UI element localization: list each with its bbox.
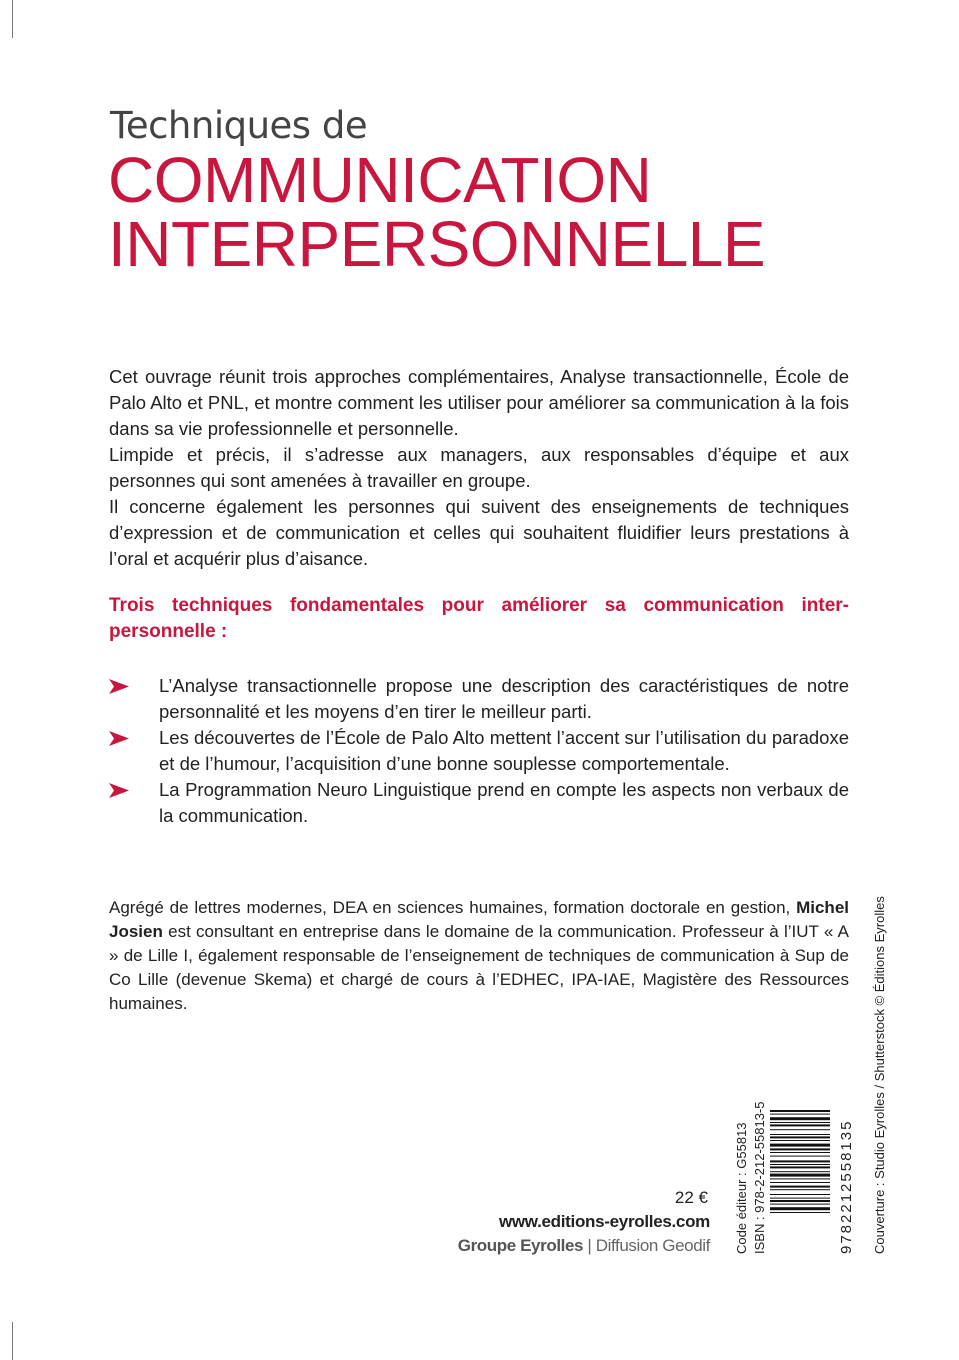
- barcode-bar: [770, 1124, 830, 1126]
- crop-mark-top: [12, 0, 13, 38]
- bullet-item: [109, 673, 849, 725]
- barcode-bar: [770, 1200, 830, 1202]
- cover-title-line-1: COMMUNICATION: [108, 144, 652, 216]
- barcode-bar: [770, 1194, 830, 1195]
- barcode-bar: [770, 1160, 830, 1162]
- bullet-list: [109, 673, 849, 829]
- publisher-separator: |: [583, 1236, 596, 1255]
- barcode-bar: [770, 1110, 830, 1112]
- author-name: Michel Josien: [109, 898, 849, 941]
- distributor: Diffusion Geodif: [595, 1236, 710, 1255]
- barcode-bar: [770, 1186, 830, 1188]
- intro-paragraph: Limpide et précis, il s’adresse aux managers, aux responsables d’équipe et aux personnes qui sont amenées à travailler en groupe.: [109, 444, 849, 491]
- arrow-right-icon: [109, 731, 129, 746]
- author-bio: [109, 896, 849, 1016]
- bullet-item: [109, 777, 849, 829]
- barcode-bar: [770, 1134, 830, 1135]
- barcode-bar: [770, 1152, 830, 1153]
- barcode-bar: [770, 1114, 830, 1115]
- arrow-right-icon: [109, 783, 129, 798]
- crop-mark-bottom: [12, 1322, 13, 1360]
- barcode: [770, 1110, 830, 1254]
- price: 22 €: [674, 1188, 708, 1207]
- barcode-bar: [770, 1207, 830, 1210]
- cover-credit: Couverture : Studio Eyrolles / Shutterstock © Éditions Eyrolles: [872, 896, 887, 1254]
- intro-text: [109, 364, 849, 572]
- intro-paragraph: Il concerne également les personnes qui suivent des enseignements de techniques d’expression et de communication et celles qui souhaitent fluidifier leurs prestations à l’oral et acquérir plus d’aisance.: [109, 496, 849, 569]
- bullet-text: La Programmation Neuro Linguistique prend en compte les aspects non verbaux de la communication.: [159, 779, 849, 826]
- cover-title-line-2: INTERPERSONNELLE: [108, 208, 766, 280]
- author-bio-end: est consultant en entreprise dans le domaine de la communication. Professeur à l’IUT « A » de Lille I, également responsable de l’enseignement de techniques de communication à Sup de Co Lille (devenue Skema) et chargé de cours à l’EDHEC, IPA-IAE, Magistère des Ressources humaines.: [109, 922, 849, 1013]
- barcode-bar: [770, 1198, 830, 1199]
- barcode-bar: [770, 1204, 830, 1205]
- section-heading: Trois techniques fondamentales pour améliorer sa communication inter-personnelle :: [109, 595, 849, 642]
- barcode-bar: [770, 1171, 830, 1172]
- barcode-bar: [770, 1122, 830, 1123]
- code-editeur: Code éditeur : G55813: [734, 1122, 749, 1254]
- barcode-bar: [770, 1178, 830, 1179]
- author-bio-start: Agrégé de lettres modernes, DEA en sciences humaines, formation doctorale en gestion,: [109, 898, 797, 917]
- barcode-bar: [770, 1148, 830, 1150]
- publisher-line: [400, 1236, 710, 1256]
- barcode-bar: [770, 1140, 830, 1141]
- isbn: ISBN : 978-2-212-55813-5: [752, 1101, 767, 1254]
- barcode-bar: [770, 1129, 830, 1130]
- barcode-bar: [770, 1189, 830, 1190]
- barcode-bar: [770, 1164, 830, 1165]
- barcode-bar: [770, 1212, 830, 1213]
- barcode-bar: [770, 1182, 830, 1183]
- publisher-group: Groupe Eyrolles: [457, 1236, 584, 1255]
- barcode-bar: [770, 1144, 830, 1147]
- bullet-text: Les découvertes de l’École de Palo Alto mettent l’accent sur l’utilisation du paradoxe et de l’humour, l’acquisition d’une bonne souplesse comportementale.: [159, 727, 849, 774]
- barcode-number: 9782212558135: [838, 1119, 855, 1254]
- barcode-bar: [770, 1174, 830, 1177]
- bullet-item: [109, 725, 849, 777]
- cover-subtitle: Techniques de: [110, 104, 368, 147]
- cover-title: [108, 144, 766, 280]
- arrow-right-icon: [109, 679, 129, 694]
- publisher-website[interactable]: www.editions-eyrolles.com: [498, 1212, 710, 1231]
- barcode-bar: [770, 1117, 830, 1120]
- barcode-bar: [770, 1136, 830, 1138]
- barcode-bar: [770, 1166, 830, 1168]
- bullet-text: L’Analyse transactionnelle propose une description des caractéristiques de notre personnalité et les moyens d’en tirer le meilleur parti.: [159, 675, 849, 722]
- barcode-bar: [770, 1156, 830, 1157]
- intro-paragraph: Cet ouvrage réunit trois approches complémentaires, Analyse transactionnelle, École de Palo Alto et PNL, et montre comment les utiliser pour améliorer sa communication à la fois dans sa vie professionnelle et personnelle.: [109, 366, 849, 439]
